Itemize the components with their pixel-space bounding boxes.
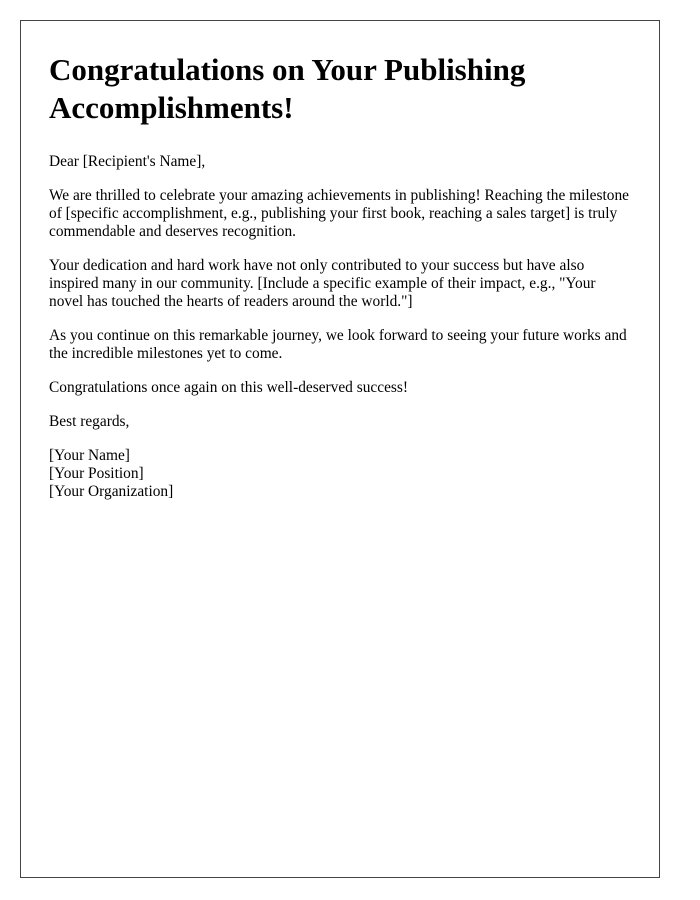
letter-content (21, 21, 659, 501)
letter-page (20, 20, 660, 878)
signature-organization: [Your Organization] (49, 483, 174, 500)
body-paragraph-4: Congratulations once again on this well-deserved success! (49, 379, 409, 396)
signature-block (49, 447, 631, 501)
salutation: Dear [Recipient's Name], (49, 153, 206, 170)
letter-title: Congratulations on Your Publishing Accomplishments! (49, 52, 526, 125)
body-paragraph-1: We are thrilled to celebrate your amazing achievements in publishing! Reaching the milestone of [specific accomplishment, e.g., publishing your first book, reaching a sales target] is truly commendable and deserves recognition. (49, 187, 629, 240)
body-paragraph-2: Your dedication and hard work have not only contributed to your success but have also inspired many in our community. [Include a specific example of their impact, e.g., "Your novel has touched the hearts of readers around the world."] (49, 257, 596, 310)
closing: Best regards, (49, 413, 130, 430)
signature-name: [Your Name] (49, 447, 130, 464)
signature-position: [Your Position] (49, 465, 144, 482)
body-paragraph-3: As you continue on this remarkable journey, we look forward to seeing your future works and the incredible milestones yet to come. (49, 327, 627, 362)
